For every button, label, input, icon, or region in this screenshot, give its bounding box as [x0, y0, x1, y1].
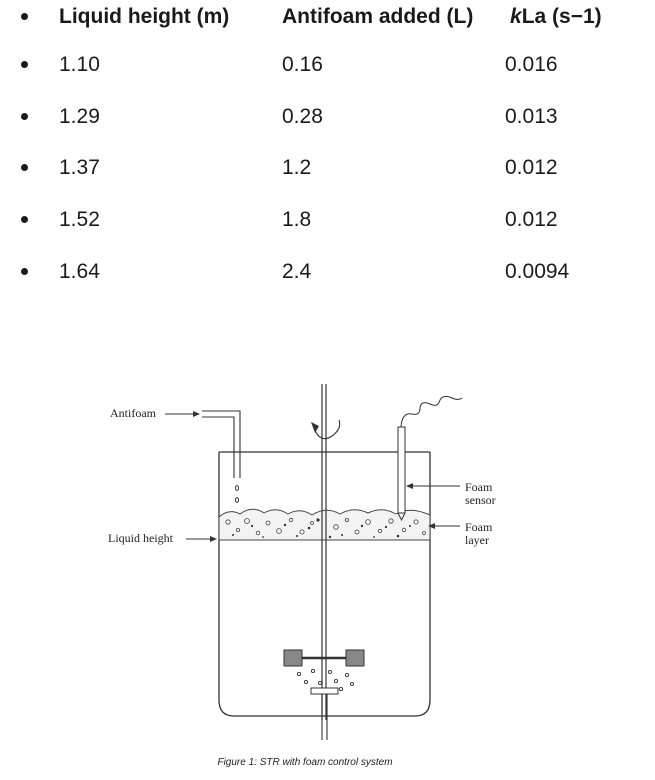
cell-kla: 0.013	[505, 105, 558, 128]
label-liquid-height: Liquid height	[108, 531, 173, 545]
cell-antifoam-added: 0.16	[282, 53, 323, 76]
cell-kla: 0.012	[505, 156, 558, 179]
antifoam-drops	[236, 486, 239, 503]
cell-liquid-height: 1.52	[59, 208, 100, 231]
header-kla: kLa (s−1)	[510, 5, 602, 28]
antifoam-pipe	[202, 411, 240, 478]
bullet-icon	[21, 164, 28, 171]
table-row	[0, 205, 655, 235]
antifoam-arrow-head-icon	[193, 411, 200, 417]
cell-kla: 0.016	[505, 53, 558, 76]
str-diagram	[0, 370, 655, 755]
bullet-icon	[21, 61, 28, 68]
sensor-cable	[401, 396, 462, 427]
table-row	[0, 257, 655, 287]
bullet-icon	[21, 216, 28, 223]
bullet-icon	[21, 268, 28, 275]
cell-antifoam-added: 1.2	[282, 156, 312, 179]
cell-kla: 0.012	[505, 208, 558, 231]
table-row	[0, 153, 655, 183]
header-liquid-height: Liquid height (m)	[59, 5, 230, 28]
cell-liquid-height: 1.29	[59, 105, 100, 128]
cell-antifoam-added: 1.8	[282, 208, 312, 231]
foam-sensor	[398, 427, 405, 513]
table-row	[0, 50, 655, 80]
cell-liquid-height: 1.10	[59, 53, 100, 76]
sparger	[311, 688, 338, 694]
table-row	[0, 102, 655, 132]
label-antifoam: Antifoam	[110, 406, 156, 420]
label-foam-layer-line1: Foam	[465, 520, 493, 534]
figure-caption: Figure 1: STR with foam control system	[217, 757, 393, 768]
bullet-icon	[21, 13, 28, 20]
cell-antifoam-added: 2.4	[282, 260, 312, 283]
bullet-icon	[21, 113, 28, 120]
cell-antifoam-added: 0.28	[282, 105, 323, 128]
rotation-arrowhead-icon	[311, 422, 319, 433]
cell-liquid-height: 1.64	[59, 260, 100, 283]
rotation-arrow-icon	[314, 420, 340, 439]
cell-liquid-height: 1.37	[59, 156, 100, 179]
table-header-row	[0, 2, 655, 32]
foam-sensor-arrow-icon	[406, 483, 413, 489]
label-foam-sensor-line2: sensor	[465, 493, 496, 507]
label-foam-layer-line2: layer	[465, 533, 489, 547]
liquid-height-arrow-icon	[210, 536, 217, 542]
impeller-blade-right	[346, 650, 364, 666]
header-antifoam-added: Antifoam added (L)	[282, 5, 474, 28]
cell-kla: 0.0094	[505, 260, 570, 283]
label-foam-sensor-line1: Foam	[465, 480, 493, 494]
impeller-blade-left	[284, 650, 302, 666]
